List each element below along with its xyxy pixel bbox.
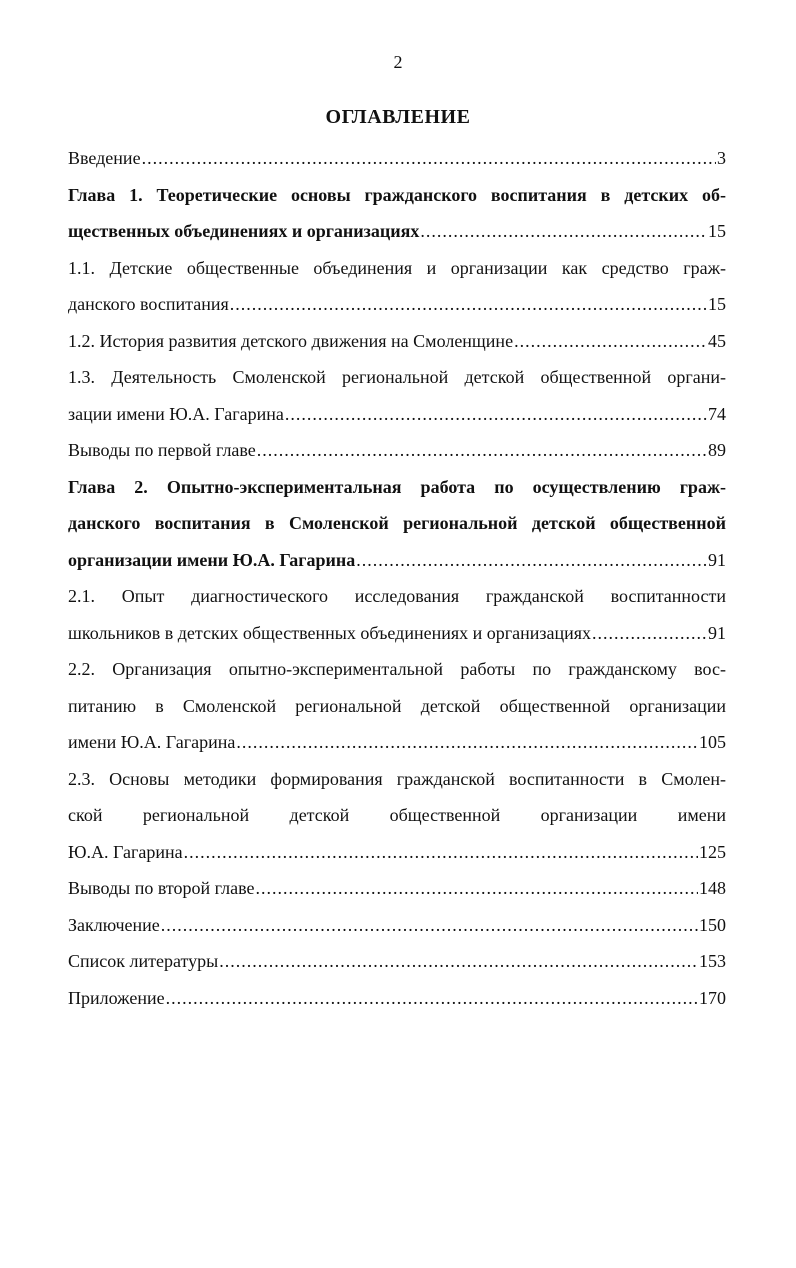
toc-entry-page: 91 bbox=[708, 549, 726, 570]
toc-entry-page: 125 bbox=[699, 841, 726, 862]
toc-entry-last-line bbox=[68, 907, 726, 944]
toc-entry-page: 15 bbox=[708, 221, 726, 241]
toc-entry-title: Ю.А. Гагарина bbox=[68, 841, 183, 862]
toc-entry-line: 1.3. Деятельность Смоленской региональной детской общественной органи- bbox=[68, 367, 726, 387]
toc-entry-title: школьников в детских общественных объединениях и организациях bbox=[68, 622, 592, 643]
toc-entry-last-line bbox=[68, 396, 726, 433]
dot-leader bbox=[285, 396, 707, 433]
toc-entry-last-line bbox=[68, 834, 726, 871]
toc-entry[interactable] bbox=[68, 943, 726, 980]
toc-entry-title: 1.2. История развития детского движения на Смоленщине bbox=[68, 330, 514, 351]
toc-entry-page: 74 bbox=[708, 403, 726, 424]
toc-entry-line: 1.1. Детские общественные объединения и организации как средство граж- bbox=[68, 257, 726, 278]
toc-entry-page: 148 bbox=[699, 878, 726, 898]
toc-entry-title: Заключение bbox=[68, 914, 160, 935]
table-of-contents bbox=[68, 140, 726, 1016]
toc-entry-line: данского воспитания в Смоленской региональной детской общественной bbox=[68, 513, 726, 533]
toc-entry-last-line bbox=[68, 213, 726, 250]
dot-leader bbox=[592, 615, 707, 652]
toc-entry[interactable] bbox=[68, 469, 726, 579]
toc-entry-title: Выводы по второй главе bbox=[68, 878, 255, 898]
toc-entry[interactable] bbox=[68, 578, 726, 651]
toc-entry-page: 91 bbox=[708, 622, 726, 643]
toc-entry[interactable] bbox=[68, 907, 726, 944]
toc-entry-line: ской региональной детской общественной организации имени bbox=[68, 805, 726, 825]
page-number: 2 bbox=[393, 52, 403, 72]
toc-entry[interactable] bbox=[68, 140, 726, 177]
toc-entry-title: Введение bbox=[68, 148, 141, 168]
toc-entry-title: данского воспитания bbox=[68, 294, 229, 314]
dot-leader bbox=[236, 724, 698, 761]
toc-entry-page: 89 bbox=[708, 440, 726, 460]
dot-leader bbox=[255, 870, 698, 907]
toc-entry[interactable] bbox=[68, 651, 726, 761]
toc-entry-last-line bbox=[68, 140, 726, 177]
dot-leader bbox=[142, 140, 716, 177]
toc-title: ОГЛАВЛЕНИЕ bbox=[325, 106, 471, 128]
toc-entry[interactable] bbox=[68, 870, 726, 907]
toc-entry-line: 2.2. Организация опытно-экспериментальной работы по гражданскому вос- bbox=[68, 659, 726, 679]
toc-entry-title: имени Ю.А. Гагарина bbox=[68, 732, 236, 752]
dot-leader bbox=[356, 542, 707, 579]
toc-entry-last-line bbox=[68, 615, 726, 652]
toc-entry[interactable] bbox=[68, 177, 726, 250]
toc-entry-line: 2.1. Опыт диагностического исследования гражданской воспитанности bbox=[68, 586, 726, 606]
toc-entry-last-line bbox=[68, 980, 726, 1017]
toc-entry-title: щественных объединениях и организациях bbox=[68, 221, 420, 241]
toc-entry-last-line bbox=[68, 724, 726, 761]
dot-leader bbox=[514, 323, 707, 360]
dot-leader bbox=[166, 980, 698, 1017]
toc-entry[interactable] bbox=[68, 323, 726, 360]
toc-entry-line: Глава 1. Теоретические основы гражданского воспитания в детских об- bbox=[68, 184, 726, 205]
toc-entry-line: питанию в Смоленской региональной детской общественной организации bbox=[68, 695, 726, 716]
toc-entry-last-line bbox=[68, 542, 726, 579]
dot-leader bbox=[230, 286, 707, 323]
toc-entry-page: 150 bbox=[699, 914, 726, 935]
toc-entry-page: 153 bbox=[699, 951, 726, 971]
toc-entry-title: Выводы по первой главе bbox=[68, 440, 256, 460]
toc-entry-title: зации имени Ю.А. Гагарина bbox=[68, 403, 284, 424]
toc-entry-last-line bbox=[68, 432, 726, 469]
toc-entry-last-line bbox=[68, 870, 726, 907]
toc-entry-title: Приложение bbox=[68, 987, 165, 1008]
toc-entry-last-line bbox=[68, 943, 726, 980]
toc-entry[interactable] bbox=[68, 359, 726, 432]
toc-entry[interactable] bbox=[68, 250, 726, 323]
toc-entry-title: организации имени Ю.А. Гагарина bbox=[68, 549, 356, 570]
dot-leader bbox=[161, 907, 698, 944]
toc-entry[interactable] bbox=[68, 980, 726, 1017]
dot-leader bbox=[219, 943, 698, 980]
toc-entry-page: 45 bbox=[708, 330, 726, 351]
toc-entry[interactable] bbox=[68, 761, 726, 871]
toc-entry-page: 3 bbox=[717, 148, 726, 168]
dot-leader bbox=[420, 213, 707, 250]
toc-entry-page: 15 bbox=[708, 294, 726, 314]
toc-entry-title: Список литературы bbox=[68, 951, 219, 971]
toc-entry-line: Глава 2. Опытно-экспериментальная работа по осуществлению граж- bbox=[68, 476, 726, 497]
toc-entry-page: 170 bbox=[699, 987, 726, 1008]
toc-entry[interactable] bbox=[68, 432, 726, 469]
toc-entry-last-line bbox=[68, 286, 726, 323]
dot-leader bbox=[257, 432, 707, 469]
toc-entry-line: 2.3. Основы методики формирования гражданской воспитанности в Смолен- bbox=[68, 768, 726, 789]
dot-leader bbox=[184, 834, 698, 871]
toc-entry-last-line bbox=[68, 323, 726, 360]
toc-entry-page: 105 bbox=[699, 732, 726, 752]
